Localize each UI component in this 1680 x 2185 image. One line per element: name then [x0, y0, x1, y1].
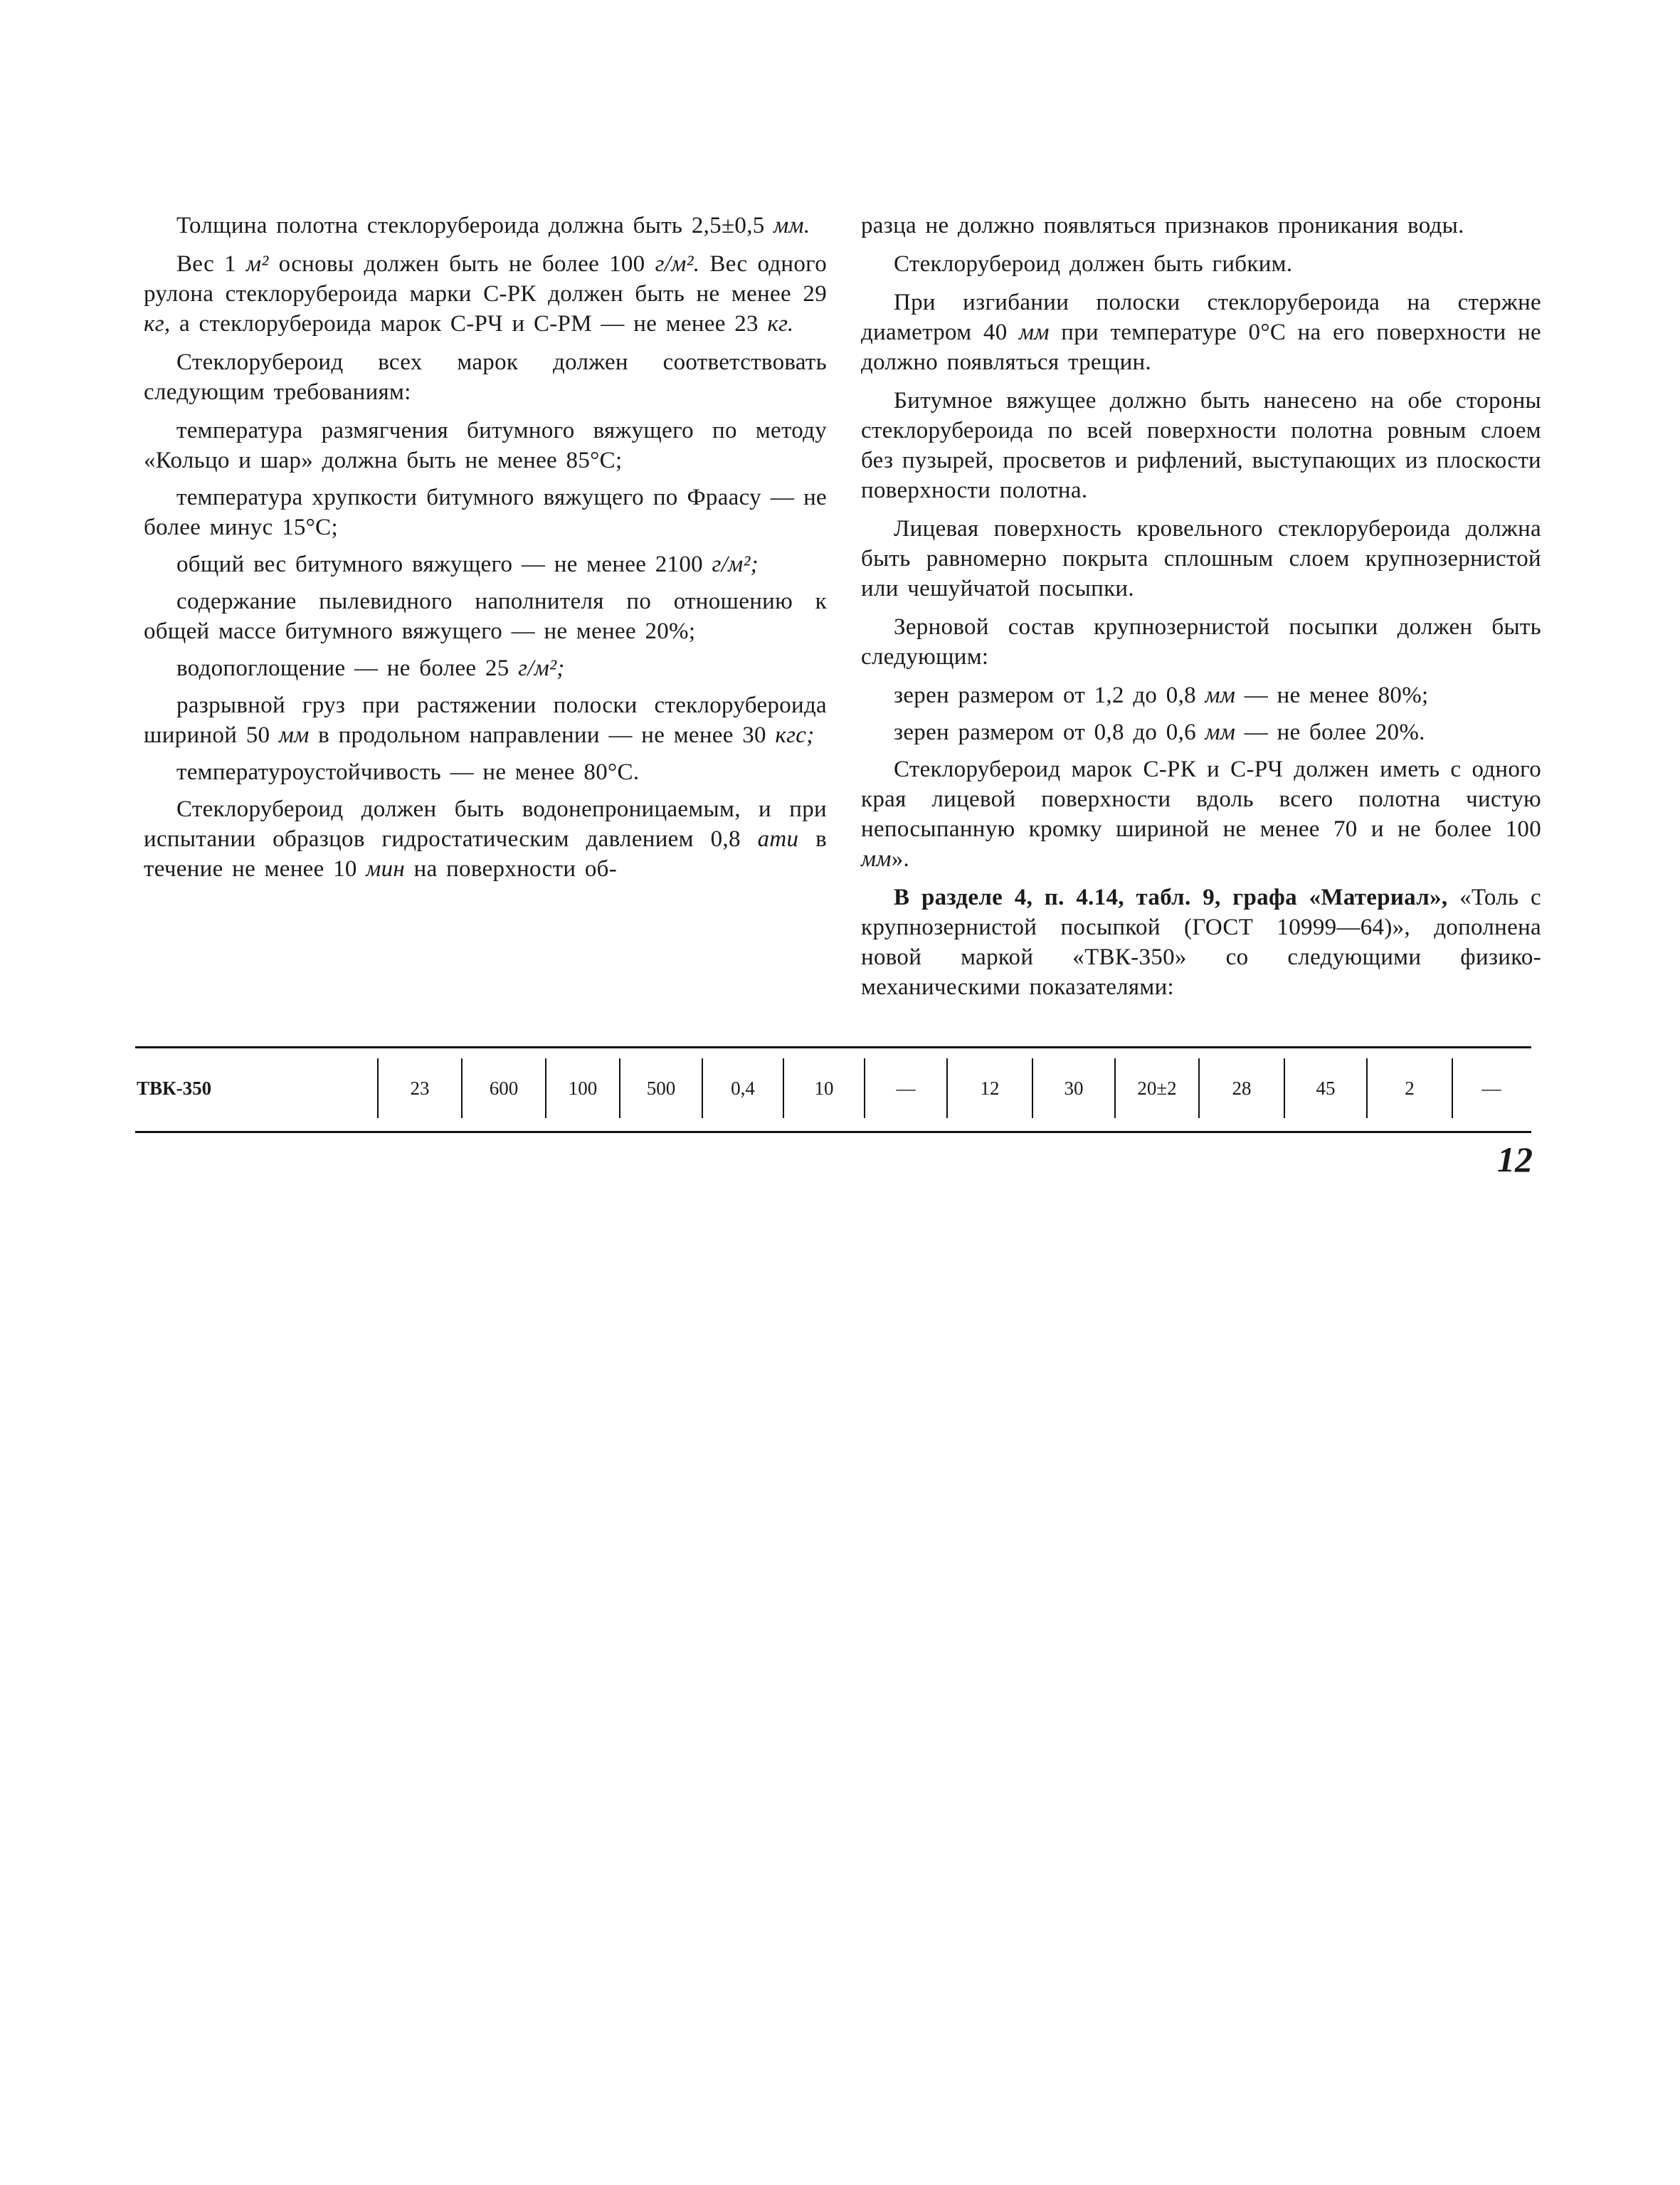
weight-text-a: Вес 1	[176, 251, 246, 277]
table-cell: 23	[410, 1078, 430, 1099]
grain-size-2	[861, 717, 1541, 747]
table-cell: —	[896, 1078, 916, 1099]
table-cell: 0,4	[731, 1078, 755, 1099]
paragraph-binder: Битумное вяжущее должно быть нанесено на обе стороны стеклорубероида по всей поверхности полотна ровным слоем без пузырей, просветов и рифлений, выступающих из плоскости поверхности полотна.	[861, 388, 1541, 503]
paragraph-thickness	[144, 211, 827, 241]
weight-text-b: основы должен быть не более 100	[268, 251, 655, 277]
grain1-text-b: — не менее 80%;	[1235, 683, 1429, 708]
table-cell: 45	[1316, 1078, 1336, 1099]
tensile-text-a: разрывной груз при растяжении полоски стеклорубероида шириной 50	[144, 693, 827, 748]
requirement-softening: температура размягчения битумного вяжущего по методу «Кольцо и шар» должна быть не менее 85°С;	[144, 418, 827, 473]
left-column	[144, 211, 827, 893]
amendment-text: «Толь с крупнозернистой посыпкой (ГОСТ 10999—64)», дополнена новой маркой «ТВК-350» со следующими физико-механическими показателями:	[861, 885, 1541, 1000]
table-cell: 20±2	[1137, 1078, 1177, 1099]
edge-text-a: Стеклорубероид марок С-РК и С-РЧ должен иметь с одного края лицевой поверхности вдоль всего полотна чистую непосыпанную кромку шириной не менее 70 и не более 100	[861, 757, 1541, 842]
requirement-total-weight	[144, 549, 827, 579]
properties-table	[135, 1046, 1531, 1133]
paragraph-face-surface: Лицевая поверхность кровельного стеклорубероида должна быть равномерно покрыта сплошным слоем крупнозернистой или чешуйчатой посыпки.	[861, 516, 1541, 601]
right-column	[861, 211, 1541, 1011]
requirement-filler: содержание пылевидного наполнителя по отношению к общей массе битумного вяжущего — не менее 20%;	[144, 589, 827, 644]
table-row	[135, 1058, 1531, 1118]
table-cell-material: ТВК-350	[137, 1078, 212, 1099]
table-cell: 500	[646, 1078, 676, 1099]
unit-ati: ати	[757, 826, 799, 852]
requirement-brittleness: температура хрупкости битумного вяжущего по Фраасу — не более минус 15°С;	[144, 485, 827, 540]
requirement-absorption	[144, 653, 827, 683]
unit-mm-6: мм	[861, 846, 892, 872]
paragraph-waterproof	[144, 794, 827, 884]
table-cell: 28	[1232, 1078, 1252, 1099]
paragraph-weight	[144, 249, 827, 339]
absorption-text: водопоглощение — не более 25	[176, 656, 519, 681]
table-cell: 600	[489, 1078, 519, 1099]
table-cell: 30	[1064, 1078, 1084, 1099]
unit-g-m2-4: г/м²;	[518, 656, 565, 681]
table-cell: 10	[814, 1078, 834, 1099]
paragraph-flexible: Стеклорубероид должен быть гибким.	[894, 251, 1293, 277]
paragraph-requirements-intro: Стеклорубероид всех марок должен соответствовать следующим требованиям:	[144, 349, 827, 405]
grain2-text-a: зерен размером от 0,8 до 0,6	[894, 720, 1205, 745]
weight-text-c: Вес одного рулона стеклорубероида марки С-РК должен быть не менее 29	[144, 251, 827, 307]
paragraph-section-amendment	[861, 883, 1541, 1002]
unit-m2: м²	[245, 251, 269, 277]
waterproof-text-c: на поверхности об-	[405, 856, 618, 882]
unit-g-m2-3: г/м²;	[712, 552, 759, 577]
unit-kg-2: кг.	[767, 311, 794, 337]
thickness-text: Толщина полотна стеклорубероида должна быть 2,5±0,5	[176, 213, 774, 238]
requirement-tensile	[144, 690, 827, 750]
page-number: 12	[1497, 1139, 1533, 1179]
unit-kgs: кгс;	[775, 722, 815, 748]
paragraph-continuation: разца не должно появляться признаков проникания воды.	[861, 213, 1464, 238]
section-reference: В разделе 4, п. 4.14, табл. 9, графа «Материал»,	[894, 885, 1448, 910]
bending-text-b: при температуре 0°С на его поверхности не должно появляться трещин.	[861, 320, 1541, 375]
grain2-text-b: — не более 20%.	[1235, 720, 1425, 745]
unit-min: мин	[366, 856, 406, 882]
table-cell: 2	[1405, 1078, 1415, 1099]
paragraph-edge	[861, 754, 1541, 874]
waterproof-text-a: Стеклорубероид должен быть водонепроницаемым, и при испытании образцов гидростатическим давлением 0,8	[144, 796, 827, 852]
table-cell: —	[1481, 1078, 1501, 1099]
weight-text-d: а стеклорубероида марок С-РЧ и С-РМ — не менее 23	[170, 311, 768, 337]
paragraph-bending	[861, 288, 1541, 377]
unit-mm-2: мм	[278, 722, 310, 748]
unit-mm-3: мм	[1019, 320, 1050, 345]
unit-kg: кг,	[144, 311, 171, 337]
unit-mm-5: мм	[1205, 720, 1236, 745]
grain-size-1	[861, 680, 1541, 710]
unit-g-m2: г/м².	[655, 251, 700, 277]
tensile-text-b: в продольном направлении — не менее 30	[309, 722, 776, 748]
grain1-text-a: зерен размером от 1,2 до 0,8	[894, 683, 1205, 708]
edge-text-b: ».	[891, 846, 910, 872]
requirement-heat-resistance: температуроустойчивость — не менее 80°С.	[176, 759, 640, 785]
total-weight-text: общий вес битумного вяжущего — не менее 2100	[176, 552, 712, 577]
table-cell: 12	[980, 1078, 1000, 1099]
table-cell: 100	[568, 1078, 598, 1099]
waterproof-text-b: в течение не менее 10	[144, 826, 827, 882]
unit-mm-4: мм	[1205, 683, 1236, 708]
unit-mm: мм.	[773, 213, 810, 238]
bending-text-a: При изгибании полоски стеклорубероида на стержне диаметром 40	[861, 290, 1541, 345]
paragraph-grain-intro: Зерновой состав крупнозернистой посыпки должен быть следующим:	[861, 614, 1541, 670]
